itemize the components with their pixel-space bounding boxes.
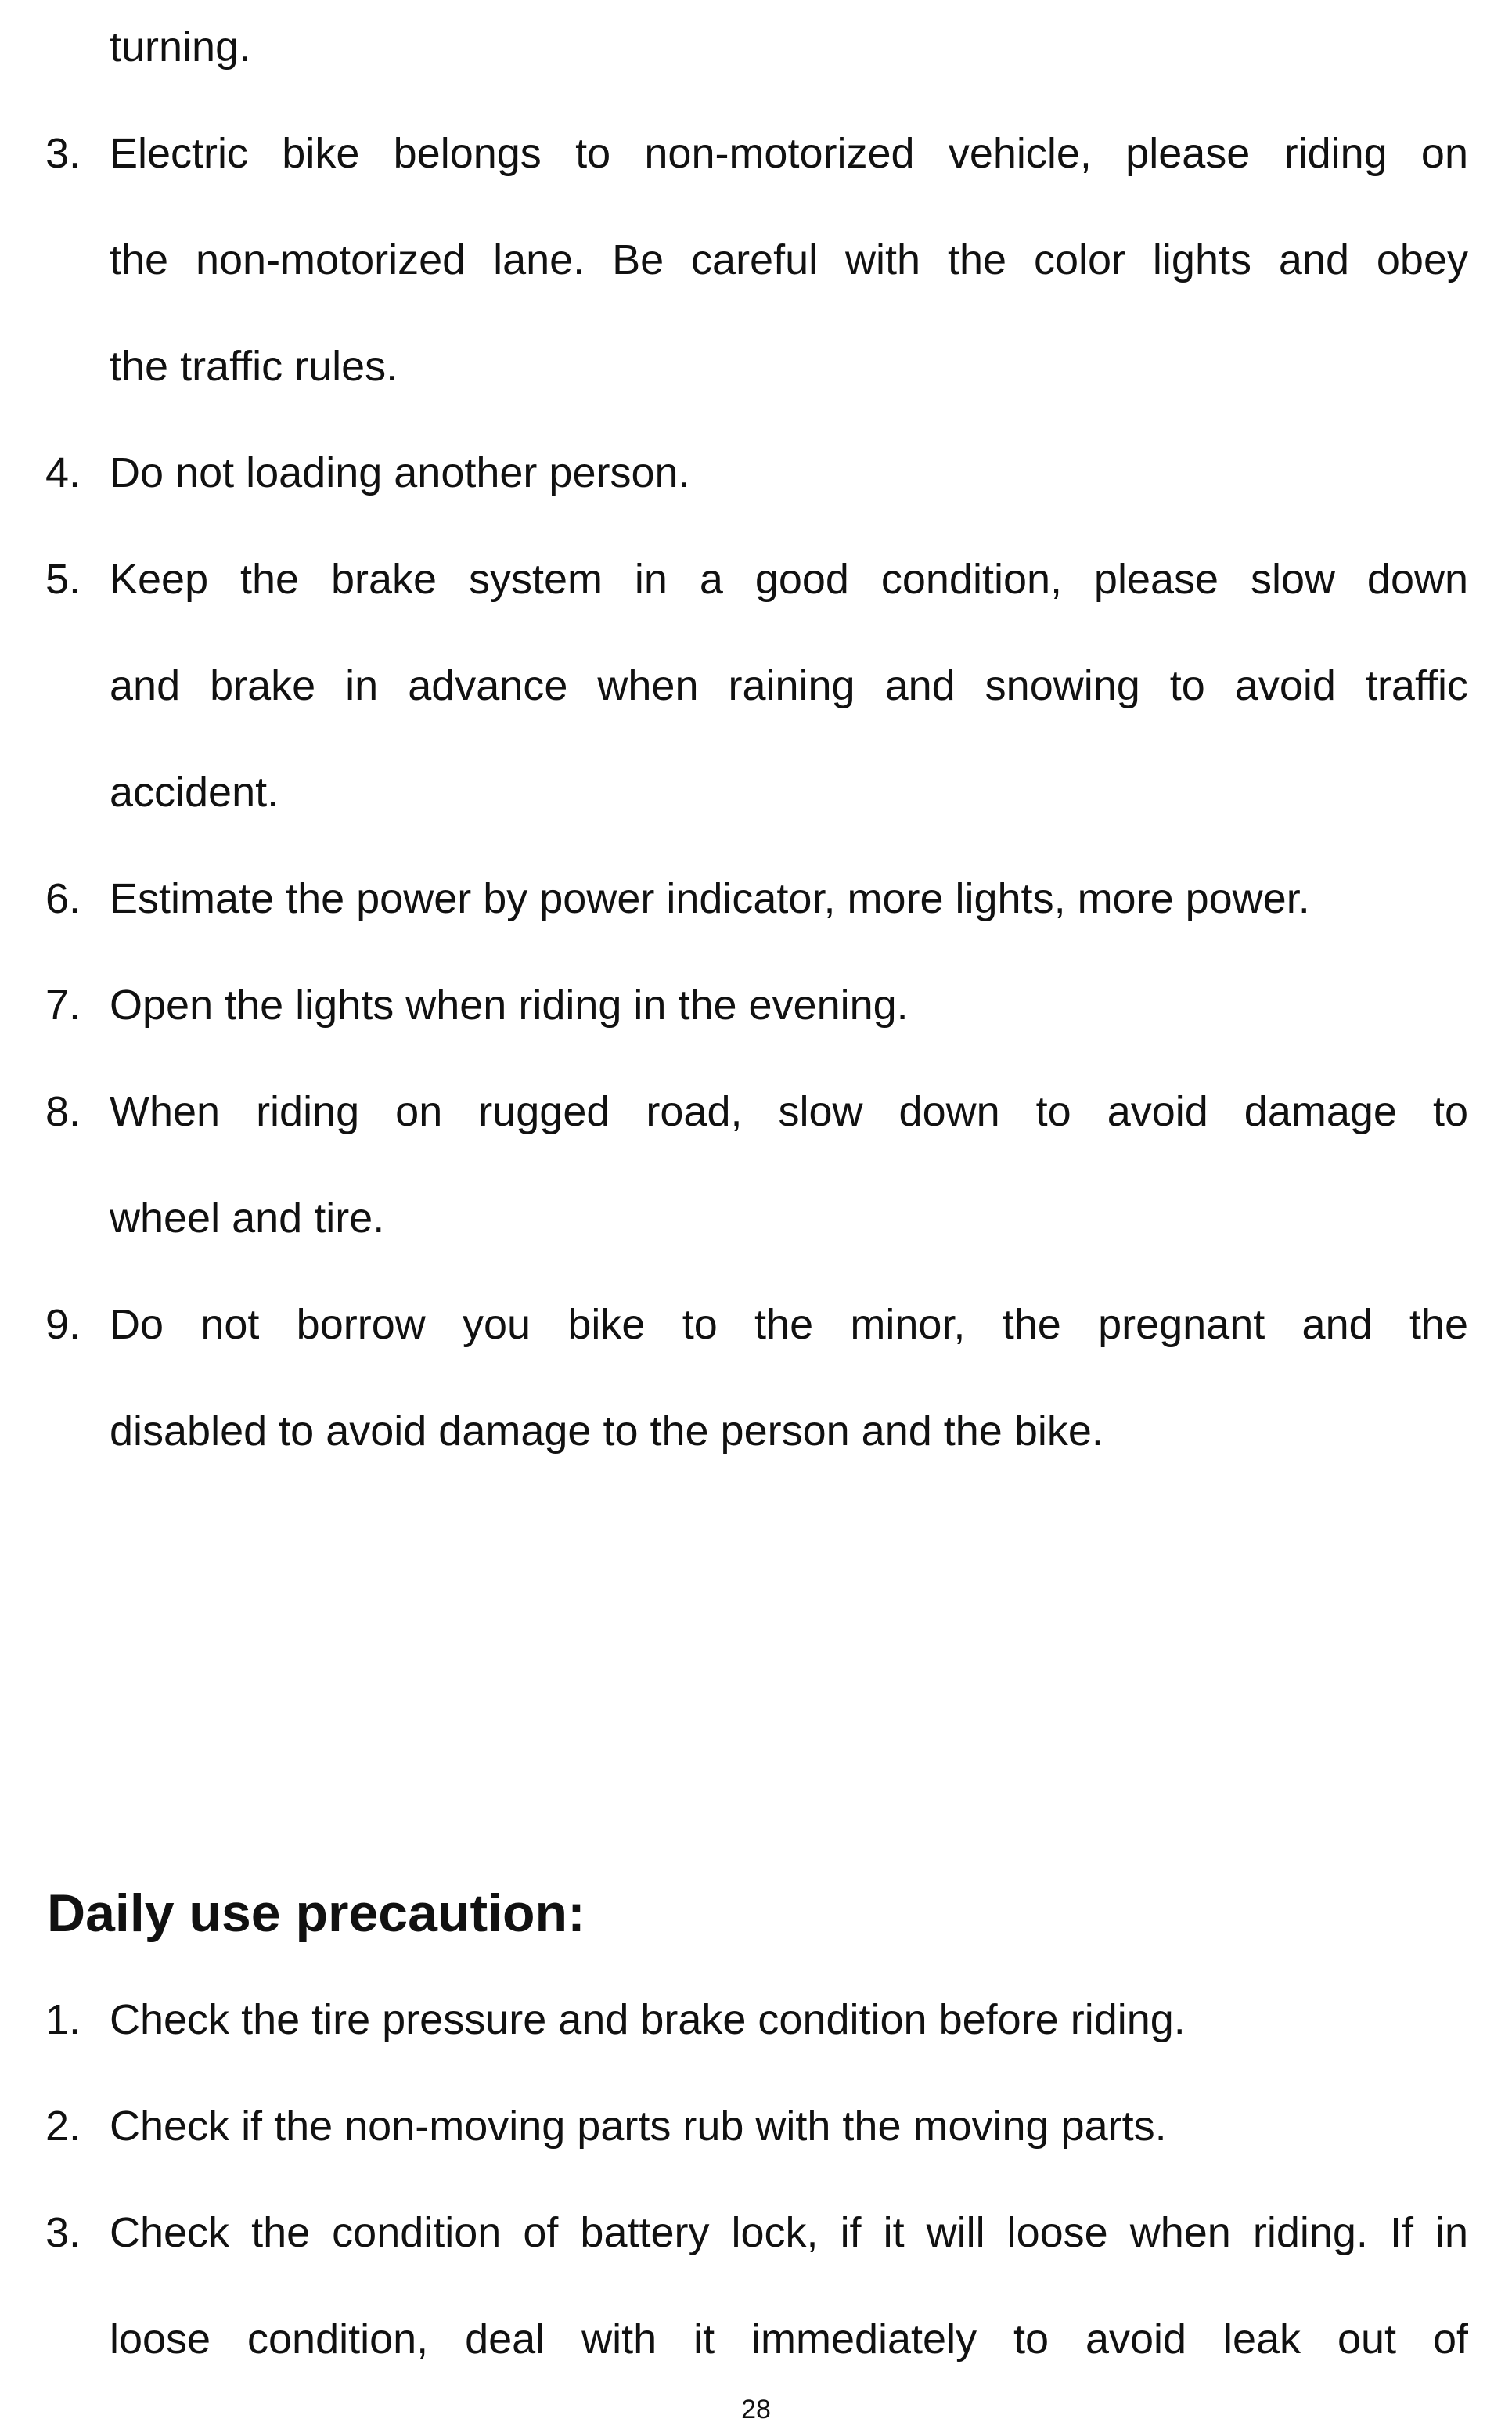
list-item-line: Keep the brake system in a good condition, please slow down xyxy=(110,556,1468,603)
list-item-line: accident. xyxy=(110,769,279,816)
list-item-line: and brake in advance when raining and snowing to avoid traffic xyxy=(110,662,1468,709)
list-item-number: 7. xyxy=(45,982,81,1029)
section-heading: Daily use precaution: xyxy=(47,1883,585,1943)
list-item-line: Estimate the power by power indicator, more lights, more power. xyxy=(110,875,1310,922)
list-item-line: Do not loading another person. xyxy=(110,449,690,496)
list-item-number: 4. xyxy=(45,449,81,496)
list-item-number: 8. xyxy=(45,1088,81,1135)
list-item-line: When riding on rugged road, slow down to avoid damage to xyxy=(110,1088,1468,1135)
list-item-line: Check if the non-moving parts rub with the moving parts. xyxy=(110,2103,1167,2150)
list-item-line: Check the tire pressure and brake condition before riding. xyxy=(110,1996,1186,2043)
page-number: 28 xyxy=(741,2395,771,2424)
list-item-line: the traffic rules. xyxy=(110,343,398,390)
list-item-line: Check the condition of battery lock, if it will loose when riding. If in xyxy=(110,2209,1468,2256)
list-item-number: 6. xyxy=(45,875,81,922)
list-item-line: Electric bike belongs to non-motorized vehicle, please riding on xyxy=(110,130,1468,177)
list-item-number: 5. xyxy=(45,556,81,603)
list-item-line: wheel and tire. xyxy=(110,1195,385,1242)
list-item-number: 1. xyxy=(45,1996,81,2043)
list-item-line: Do not borrow you bike to the minor, the pregnant and the xyxy=(110,1301,1468,1348)
list-item-line: the non-motorized lane. Be careful with the color lights and obey xyxy=(110,236,1468,283)
list-item-number: 3. xyxy=(45,130,81,177)
continuation-line: turning. xyxy=(110,23,251,70)
list-item-number: 9. xyxy=(45,1301,81,1348)
list-item-number: 2. xyxy=(45,2103,81,2150)
list-item-line: Open the lights when riding in the evening. xyxy=(110,982,909,1029)
list-item-number: 3. xyxy=(45,2209,81,2256)
list-item-line: loose condition, deal with it immediately to avoid leak out of xyxy=(110,2316,1468,2363)
list-item-line: disabled to avoid damage to the person and the bike. xyxy=(110,1408,1103,1454)
